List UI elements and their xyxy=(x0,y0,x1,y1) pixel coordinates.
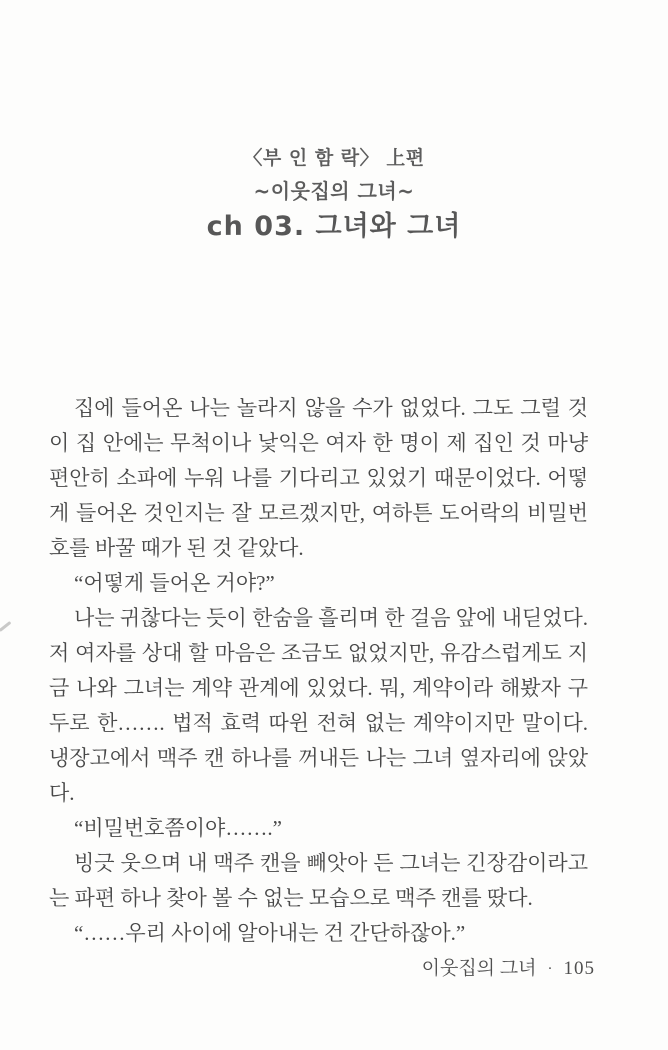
separator-dot: · xyxy=(547,961,553,977)
body-text xyxy=(49,391,588,951)
paragraph-dialogue: “……우리 사이에 알아내는 건 간단하잖아.” xyxy=(74,921,466,945)
paragraph: 나는 귀찮다는 듯이 한숨을 흘리며 한 걸음 앞에 내딛었다. 저 여자를 상대 할 마음은 조금도 없었지만, 유감스럽게도 지금 나와 그녀는 계약 관계에 있었다. 뭐, 계약이라 해봤자 구두로 한……. 법적 효력 따윈 전혀 없는 계약이지만 말이다. 냉장고에서 맥주 캔 하나를 꺼내든 나는 그녀 옆자리에 앉았다. xyxy=(49,606,588,805)
page-number: 105 xyxy=(563,958,595,979)
page-footer xyxy=(422,957,595,981)
paragraph: 집에 들어온 나는 놀라지 않을 수가 없었다. 그도 그럴 것이 집 안에는 무척이나 낯익은 여자 한 명이 제 집인 것 마냥 편안히 소파에 누워 나를 기다리고 있었기 때문이었다. 어떻게 들어온 것인지는 잘 모르겠지만, 여하튼 도어락의 비밀번호를 바꿀 때가 된 것 같았다. xyxy=(49,396,588,560)
scan-artifact xyxy=(0,621,11,632)
paragraph-dialogue: “어떻게 들어온 거야?” xyxy=(74,571,275,595)
paragraph: 빙긋 웃으며 내 맥주 캔을 빼앗아 든 그녀는 긴장감이라고는 파편 하나 찾아 볼 수 없는 모습으로 맥주 캔를 땄다. xyxy=(49,851,588,910)
volume-subtitle: ~이웃집의 그녀~ xyxy=(253,179,415,203)
chapter-header xyxy=(0,146,668,243)
series-title: 〈부 인 함 락〉 上편 xyxy=(243,147,425,169)
chapter-title: ch 03. 그녀와 그녀 xyxy=(206,211,462,242)
running-title: 이웃집의 그녀 xyxy=(421,958,537,979)
paragraph-dialogue: “비밀번호쯤이야…….” xyxy=(74,816,282,840)
